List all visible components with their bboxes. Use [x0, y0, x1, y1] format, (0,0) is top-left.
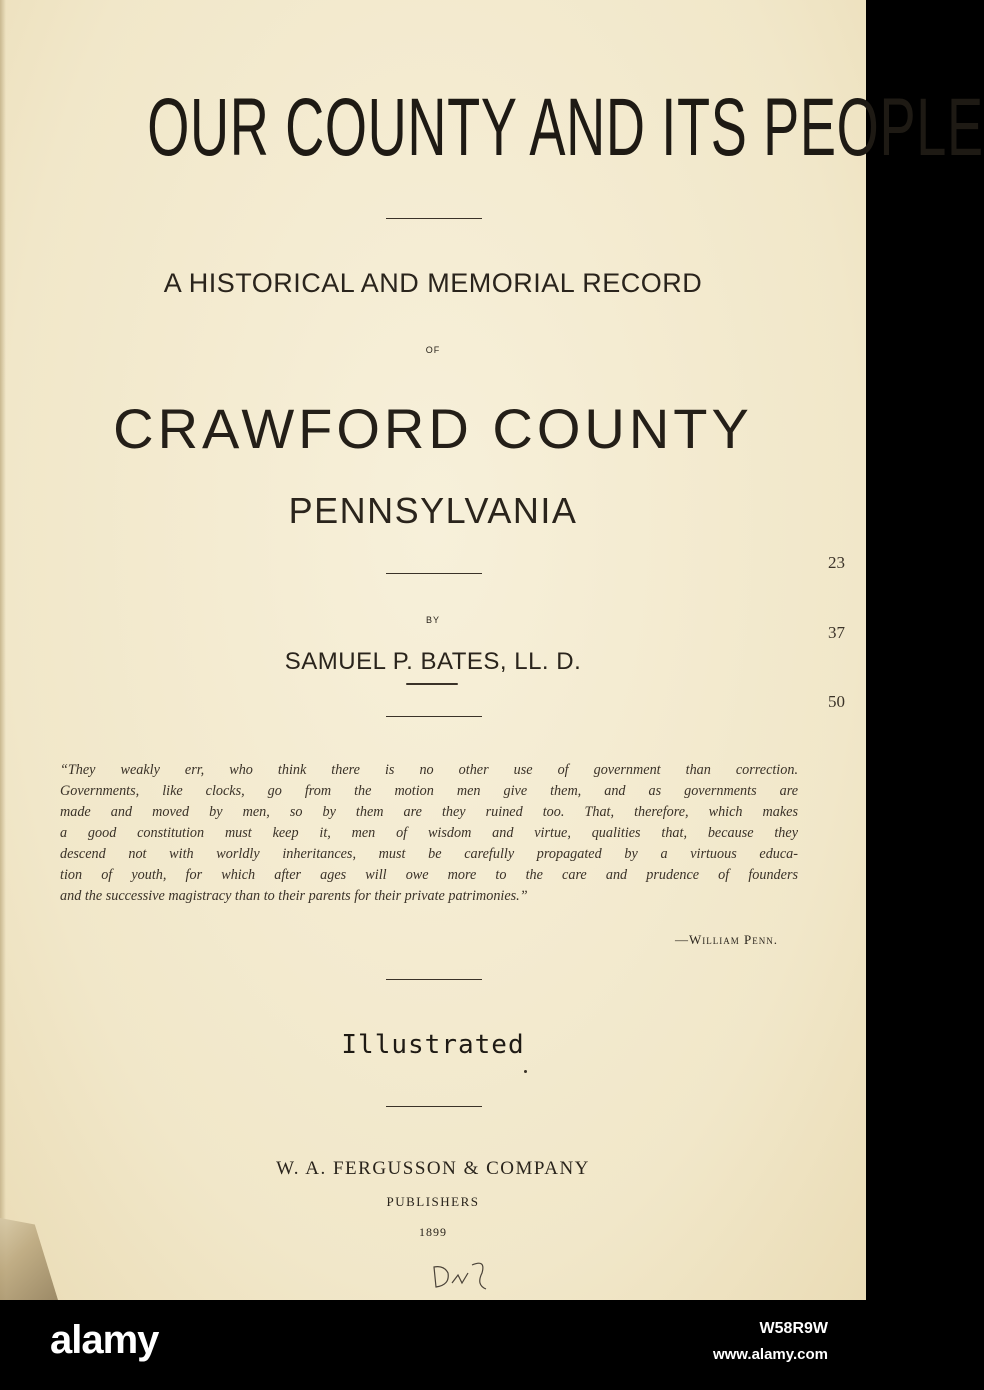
state-name: PENNSYLVANIA	[288, 490, 578, 531]
handwritten-mark-icon	[428, 1255, 498, 1295]
quote-line: “They weakly err, who think there is no other use of government than correction.	[60, 762, 798, 778]
quote-line: a good constitution must keep it, men of wisdom and virtue, qualities that, because they	[60, 825, 798, 841]
rule-4	[386, 979, 482, 980]
publishers-label: PUBLISHERS	[386, 1194, 480, 1209]
penn-quote	[60, 760, 798, 907]
rule-3	[386, 716, 482, 717]
watermark-id	[713, 1320, 828, 1363]
quote-attribution: —William Penn.	[675, 932, 778, 947]
illustrated-label: Illustrated	[341, 1030, 525, 1060]
image-id: W58R9W	[759, 1320, 828, 1337]
author-underline-mark	[406, 683, 458, 685]
quote-line: tion of youth, for which after ages will owe more to the care and prudence of founders	[60, 867, 798, 883]
book-subtitle: A HISTORICAL AND MEMORIAL RECORD	[163, 268, 703, 298]
author-name: SAMUEL P. BATES, LL. D.	[284, 648, 582, 675]
county-name: CRAWFORD COUNTY	[113, 397, 753, 460]
margin-number: 37	[828, 623, 845, 642]
quote-line: and the successive magistracy than to their parents for their private patrimonies.”	[60, 888, 528, 904]
watermark-site: www.alamy.com	[712, 1346, 828, 1363]
rule-5	[386, 1106, 482, 1107]
publisher-name: W. A. FERGUSSON & COMPANY	[276, 1158, 590, 1179]
of-label: OF	[425, 345, 441, 355]
by-label: BY	[425, 615, 440, 625]
margin-number: 23	[828, 553, 845, 572]
watermark-logo: alamy	[50, 1318, 159, 1362]
quote-line: Governments, like clocks, go from the motion men give them, and as governments are	[60, 783, 798, 799]
quote-line: made and moved by men, so by them are they ruined too. That, therefore, which makes	[60, 804, 798, 820]
margin-number: 50	[828, 692, 845, 711]
book-title: OUR COUNTY AND ITS PEOPLE	[147, 82, 984, 173]
publication-year: 1899	[419, 1225, 447, 1239]
rule-2	[386, 573, 482, 574]
rule-1	[386, 218, 482, 219]
quote-line: descend not with worldly inheritances, must be carefully propagated by a virtuous educa-	[60, 846, 798, 862]
ornament-dot	[524, 1070, 527, 1073]
